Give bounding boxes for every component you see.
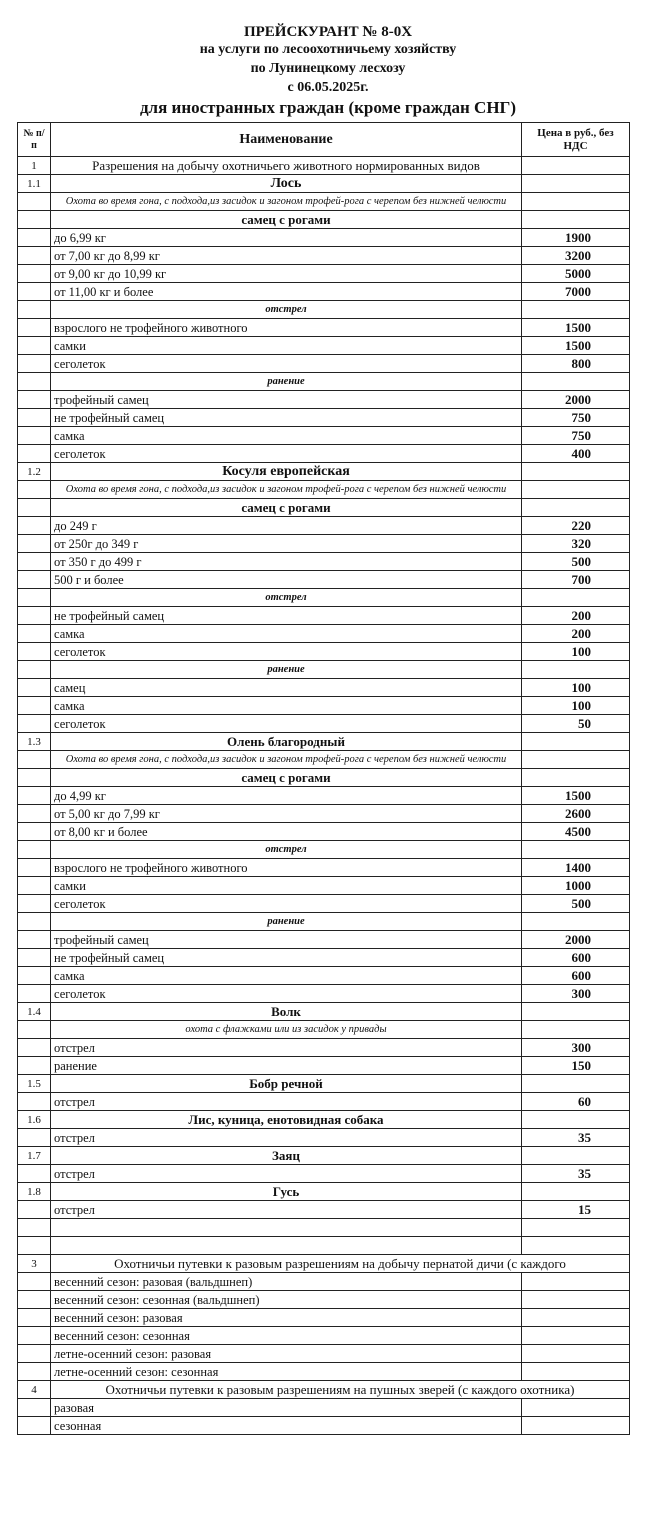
row-number <box>18 265 51 283</box>
item-price <box>522 175 630 193</box>
row-number <box>18 427 51 445</box>
item-price <box>522 1183 630 1201</box>
table-row <box>18 1291 630 1309</box>
item-name: 500 г и более <box>51 571 522 589</box>
table-row <box>18 535 630 553</box>
table-row <box>18 1003 630 1021</box>
row-number <box>18 229 51 247</box>
item-price: 750 <box>522 409 630 427</box>
row-number: 1.3 <box>18 733 51 751</box>
row-number: 1.4 <box>18 1003 51 1021</box>
item-price: 7000 <box>522 283 630 301</box>
section-label: самец с рогами <box>51 211 522 229</box>
section-label: Охота во время гона, с подхода,из засидок и загоном трофей-рога с черепом без нижней челюсти <box>51 193 522 211</box>
table-row <box>18 301 630 319</box>
row-number <box>18 1057 51 1075</box>
item-name: от 250г до 349 г <box>51 535 522 553</box>
table-row <box>18 1111 630 1129</box>
item-name <box>51 1219 522 1237</box>
column-header-name: Наименование <box>51 123 522 157</box>
table-row <box>18 391 630 409</box>
item-price: 2600 <box>522 805 630 823</box>
row-number <box>18 949 51 967</box>
table-row <box>18 1399 630 1417</box>
item-price: 1400 <box>522 859 630 877</box>
item-price <box>522 1237 630 1255</box>
item-name: трофейный самец <box>51 931 522 949</box>
row-number <box>18 607 51 625</box>
item-name: весенний сезон: сезонная <box>51 1327 522 1345</box>
item-price: 750 <box>522 427 630 445</box>
item-name: отстрел <box>51 1039 522 1057</box>
section-label: отстрел <box>51 301 522 319</box>
table-row <box>18 787 630 805</box>
item-name: весенний сезон: разовая <box>51 1309 522 1327</box>
row-number <box>18 931 51 949</box>
row-number <box>18 355 51 373</box>
item-name: отстрел <box>51 1165 522 1183</box>
row-number <box>18 1327 51 1345</box>
section-label: Охота во время гона, с подхода,из засидок и загоном трофей-рога с черепом без нижней челюсти <box>51 481 522 499</box>
table-row <box>18 1021 630 1039</box>
item-price <box>522 1327 630 1345</box>
row-number <box>18 373 51 391</box>
item-price: 220 <box>522 517 630 535</box>
item-name: летне-осенний сезон: разовая <box>51 1345 522 1363</box>
table-row <box>18 1363 630 1381</box>
category-name: Охотничьи путевки к разовым разрешениям на добычу пернатой дичи (с каждого <box>51 1255 630 1273</box>
table-row <box>18 733 630 751</box>
table-row <box>18 193 630 211</box>
item-name: от 7,00 кг до 8,99 кг <box>51 247 522 265</box>
row-number: 1.7 <box>18 1147 51 1165</box>
item-price: 500 <box>522 553 630 571</box>
item-price: 15 <box>522 1201 630 1219</box>
table-row <box>18 463 630 481</box>
row-number <box>18 301 51 319</box>
item-price: 1900 <box>522 229 630 247</box>
item-price: 300 <box>522 1039 630 1057</box>
item-name: сезонная <box>51 1417 522 1435</box>
item-price <box>522 193 630 211</box>
item-name: ранение <box>51 1057 522 1075</box>
row-number <box>18 1237 51 1255</box>
table-row <box>18 1273 630 1291</box>
item-name: от 8,00 кг и более <box>51 823 522 841</box>
row-number <box>18 1201 51 1219</box>
row-number <box>18 391 51 409</box>
item-price: 500 <box>522 895 630 913</box>
item-price: 400 <box>522 445 630 463</box>
row-number <box>18 481 51 499</box>
item-price <box>522 301 630 319</box>
item-name: самки <box>51 337 522 355</box>
item-price <box>522 1399 630 1417</box>
table-row <box>18 1129 630 1147</box>
row-number <box>18 1345 51 1363</box>
item-price <box>522 1309 630 1327</box>
item-price <box>522 1003 630 1021</box>
row-number: 1.5 <box>18 1075 51 1093</box>
row-number <box>18 877 51 895</box>
item-price: 1000 <box>522 877 630 895</box>
item-name: не трофейный самец <box>51 949 522 967</box>
section-label: Охота во время гона, с подхода,из засидок и загоном трофей-рога с черепом без нижней челюсти <box>51 751 522 769</box>
row-number <box>18 1417 51 1435</box>
table-row <box>18 1255 630 1273</box>
item-price <box>522 769 630 787</box>
table-row <box>18 895 630 913</box>
table-row <box>18 985 630 1003</box>
row-number: 1.6 <box>18 1111 51 1129</box>
item-price <box>522 751 630 769</box>
row-number <box>18 535 51 553</box>
column-header-price: Цена в руб., без НДС <box>522 123 630 157</box>
table-row <box>18 1183 630 1201</box>
row-number <box>18 895 51 913</box>
row-number <box>18 751 51 769</box>
table-row <box>18 229 630 247</box>
table-row <box>18 1039 630 1057</box>
table-row <box>18 1309 630 1327</box>
item-name: отстрел <box>51 1093 522 1111</box>
document-audience: для иностранных граждан (кроме граждан СНГ) <box>139 98 517 117</box>
table-row <box>18 445 630 463</box>
row-number <box>18 1165 51 1183</box>
table-row <box>18 319 630 337</box>
table-row <box>18 1201 630 1219</box>
item-name: самка <box>51 697 522 715</box>
section-label: ранение <box>51 913 522 931</box>
row-number <box>18 445 51 463</box>
item-name: трофейный самец <box>51 391 522 409</box>
section-label: самец с рогами <box>51 499 522 517</box>
table-row <box>18 355 630 373</box>
row-number <box>18 319 51 337</box>
item-price <box>522 373 630 391</box>
table-row <box>18 625 630 643</box>
item-price <box>522 1345 630 1363</box>
row-number <box>18 193 51 211</box>
row-number: 1 <box>18 157 51 175</box>
row-number <box>18 1399 51 1417</box>
item-name: весенний сезон: разовая (вальдшнеп) <box>51 1273 522 1291</box>
row-number <box>18 805 51 823</box>
row-number <box>18 1129 51 1147</box>
item-price: 100 <box>522 643 630 661</box>
table-row <box>18 337 630 355</box>
item-name: самки <box>51 877 522 895</box>
section-label: охота с флажками или из засидок у привады <box>51 1021 522 1039</box>
table-row <box>18 931 630 949</box>
item-price: 100 <box>522 697 630 715</box>
item-name: не трофейный самец <box>51 607 522 625</box>
item-price: 50 <box>522 715 630 733</box>
document-date: с 06.05.2025г. <box>287 80 369 95</box>
table-row <box>18 409 630 427</box>
row-number <box>18 589 51 607</box>
item-price <box>522 913 630 931</box>
item-name <box>51 1237 522 1255</box>
row-number <box>18 337 51 355</box>
item-price: 600 <box>522 967 630 985</box>
table-row <box>18 877 630 895</box>
item-price <box>522 733 630 751</box>
row-number <box>18 1363 51 1381</box>
item-name: от 9,00 кг до 10,99 кг <box>51 265 522 283</box>
section-label: Бобр речной <box>51 1075 522 1093</box>
item-price: 200 <box>522 607 630 625</box>
row-number <box>18 715 51 733</box>
table-row <box>18 1093 630 1111</box>
item-name: сеголеток <box>51 715 522 733</box>
item-name: летне-осенний сезон: сезонная <box>51 1363 522 1381</box>
row-number <box>18 1291 51 1309</box>
item-price <box>522 1219 630 1237</box>
table-row <box>18 715 630 733</box>
item-name: от 5,00 кг до 7,99 кг <box>51 805 522 823</box>
item-name: сеголеток <box>51 895 522 913</box>
section-label: Волк <box>51 1003 522 1021</box>
table-row <box>18 247 630 265</box>
table-row <box>18 859 630 877</box>
item-price: 100 <box>522 679 630 697</box>
item-price <box>522 499 630 517</box>
row-number <box>18 859 51 877</box>
table-row <box>18 157 630 175</box>
row-number <box>18 571 51 589</box>
item-name: сеголеток <box>51 445 522 463</box>
item-price <box>522 1147 630 1165</box>
item-name: сеголеток <box>51 985 522 1003</box>
item-price <box>522 481 630 499</box>
item-name: отстрел <box>51 1201 522 1219</box>
item-price <box>522 463 630 481</box>
section-label: Заяц <box>51 1147 522 1165</box>
item-price: 5000 <box>522 265 630 283</box>
table-row <box>18 769 630 787</box>
row-number <box>18 841 51 859</box>
table-row <box>18 643 630 661</box>
table-row <box>18 175 630 193</box>
item-price <box>522 1273 630 1291</box>
item-price: 3200 <box>522 247 630 265</box>
row-number <box>18 247 51 265</box>
table-header-row <box>18 123 630 157</box>
item-price <box>522 1417 630 1435</box>
table-row <box>18 607 630 625</box>
column-header-number: № п/п <box>18 123 51 157</box>
row-number: 1.8 <box>18 1183 51 1201</box>
table-row <box>18 427 630 445</box>
item-name: самка <box>51 967 522 985</box>
row-number <box>18 1309 51 1327</box>
item-name: до 249 г <box>51 517 522 535</box>
row-number <box>18 517 51 535</box>
row-number <box>18 1021 51 1039</box>
item-price: 200 <box>522 625 630 643</box>
price-table <box>17 122 630 1435</box>
row-number <box>18 1273 51 1291</box>
table-row <box>18 913 630 931</box>
table-row <box>18 1147 630 1165</box>
item-price: 600 <box>522 949 630 967</box>
table-row <box>18 265 630 283</box>
row-number <box>18 967 51 985</box>
item-name: самец <box>51 679 522 697</box>
row-number <box>18 661 51 679</box>
item-price: 60 <box>522 1093 630 1111</box>
row-number <box>18 499 51 517</box>
section-label: Лось <box>51 175 522 193</box>
item-name: взрослого не трофейного животного <box>51 319 522 337</box>
item-name: от 350 г до 499 г <box>51 553 522 571</box>
row-number: 1.2 <box>18 463 51 481</box>
document-subtitle: на услуги по лесоохотничьему хозяйству <box>199 42 457 57</box>
table-row <box>18 1165 630 1183</box>
item-name: весенний сезон: сезонная (вальдшнеп) <box>51 1291 522 1309</box>
row-number <box>18 787 51 805</box>
item-price <box>522 589 630 607</box>
item-price: 1500 <box>522 787 630 805</box>
category-name: Охотничьи путевки к разовым разрешениям на пушных зверей (с каждого охотника) <box>51 1381 630 1399</box>
row-number <box>18 643 51 661</box>
table-row <box>18 841 630 859</box>
item-name: взрослого не трофейного животного <box>51 859 522 877</box>
item-price <box>522 1021 630 1039</box>
item-price: 1500 <box>522 337 630 355</box>
table-row <box>18 517 630 535</box>
item-price <box>522 1075 630 1093</box>
table-row <box>18 499 630 517</box>
section-label: ранение <box>51 661 522 679</box>
row-number <box>18 697 51 715</box>
document-organization: по Лунинецкому лесхозу <box>250 61 406 76</box>
table-row <box>18 1345 630 1363</box>
section-label: Разрешения на добычу охотничьего животного нормированных видов <box>51 157 522 175</box>
table-row <box>18 751 630 769</box>
section-label: отстрел <box>51 841 522 859</box>
row-number <box>18 553 51 571</box>
table-row <box>18 697 630 715</box>
section-label: Гусь <box>51 1183 522 1201</box>
row-number <box>18 679 51 697</box>
row-number: 3 <box>18 1255 51 1273</box>
item-price <box>522 1291 630 1309</box>
item-price: 2000 <box>522 931 630 949</box>
row-number <box>18 985 51 1003</box>
section-label: самец с рогами <box>51 769 522 787</box>
item-price <box>522 157 630 175</box>
table-row <box>18 1327 630 1345</box>
table-row <box>18 661 630 679</box>
item-name: разовая <box>51 1399 522 1417</box>
table-row <box>18 553 630 571</box>
row-number <box>18 283 51 301</box>
table-row <box>18 1237 630 1255</box>
item-price: 150 <box>522 1057 630 1075</box>
item-price: 35 <box>522 1165 630 1183</box>
item-price <box>522 1111 630 1129</box>
item-price: 4500 <box>522 823 630 841</box>
section-label: ранение <box>51 373 522 391</box>
item-price: 320 <box>522 535 630 553</box>
item-name: самка <box>51 427 522 445</box>
row-number <box>18 409 51 427</box>
table-row <box>18 211 630 229</box>
section-label: Косуля европейская <box>51 463 522 481</box>
section-label: Олень благородный <box>51 733 522 751</box>
table-row <box>18 283 630 301</box>
table-row <box>18 373 630 391</box>
row-number <box>18 1039 51 1057</box>
table-row <box>18 949 630 967</box>
table-row <box>18 1219 630 1237</box>
row-number <box>18 1219 51 1237</box>
table-row <box>18 805 630 823</box>
table-row <box>18 589 630 607</box>
item-name: не трофейный самец <box>51 409 522 427</box>
item-price: 35 <box>522 1129 630 1147</box>
row-number: 4 <box>18 1381 51 1399</box>
item-name: самка <box>51 625 522 643</box>
table-row <box>18 1417 630 1435</box>
item-price: 1500 <box>522 319 630 337</box>
item-price <box>522 1363 630 1381</box>
section-label: отстрел <box>51 589 522 607</box>
item-price: 300 <box>522 985 630 1003</box>
table-row <box>18 679 630 697</box>
item-price <box>522 211 630 229</box>
row-number <box>18 823 51 841</box>
row-number <box>18 913 51 931</box>
row-number <box>18 769 51 787</box>
table-row <box>18 967 630 985</box>
item-price: 2000 <box>522 391 630 409</box>
item-name: сеголеток <box>51 355 522 373</box>
table-row <box>18 1075 630 1093</box>
row-number <box>18 1093 51 1111</box>
item-price: 700 <box>522 571 630 589</box>
item-name: до 6,99 кг <box>51 229 522 247</box>
section-label: Лис, куница, енотовидная собака <box>51 1111 522 1129</box>
row-number <box>18 625 51 643</box>
table-row <box>18 481 630 499</box>
item-price <box>522 661 630 679</box>
row-number <box>18 211 51 229</box>
row-number: 1.1 <box>18 175 51 193</box>
document-title: ПРЕЙСКУРАНТ № 8-0Х <box>243 24 413 40</box>
table-row <box>18 1381 630 1399</box>
item-name: до 4,99 кг <box>51 787 522 805</box>
table-row <box>18 823 630 841</box>
item-name: от 11,00 кг и более <box>51 283 522 301</box>
table-row <box>18 571 630 589</box>
item-price <box>522 841 630 859</box>
table-row <box>18 1057 630 1075</box>
item-name: сеголеток <box>51 643 522 661</box>
item-name: отстрел <box>51 1129 522 1147</box>
item-price: 800 <box>522 355 630 373</box>
